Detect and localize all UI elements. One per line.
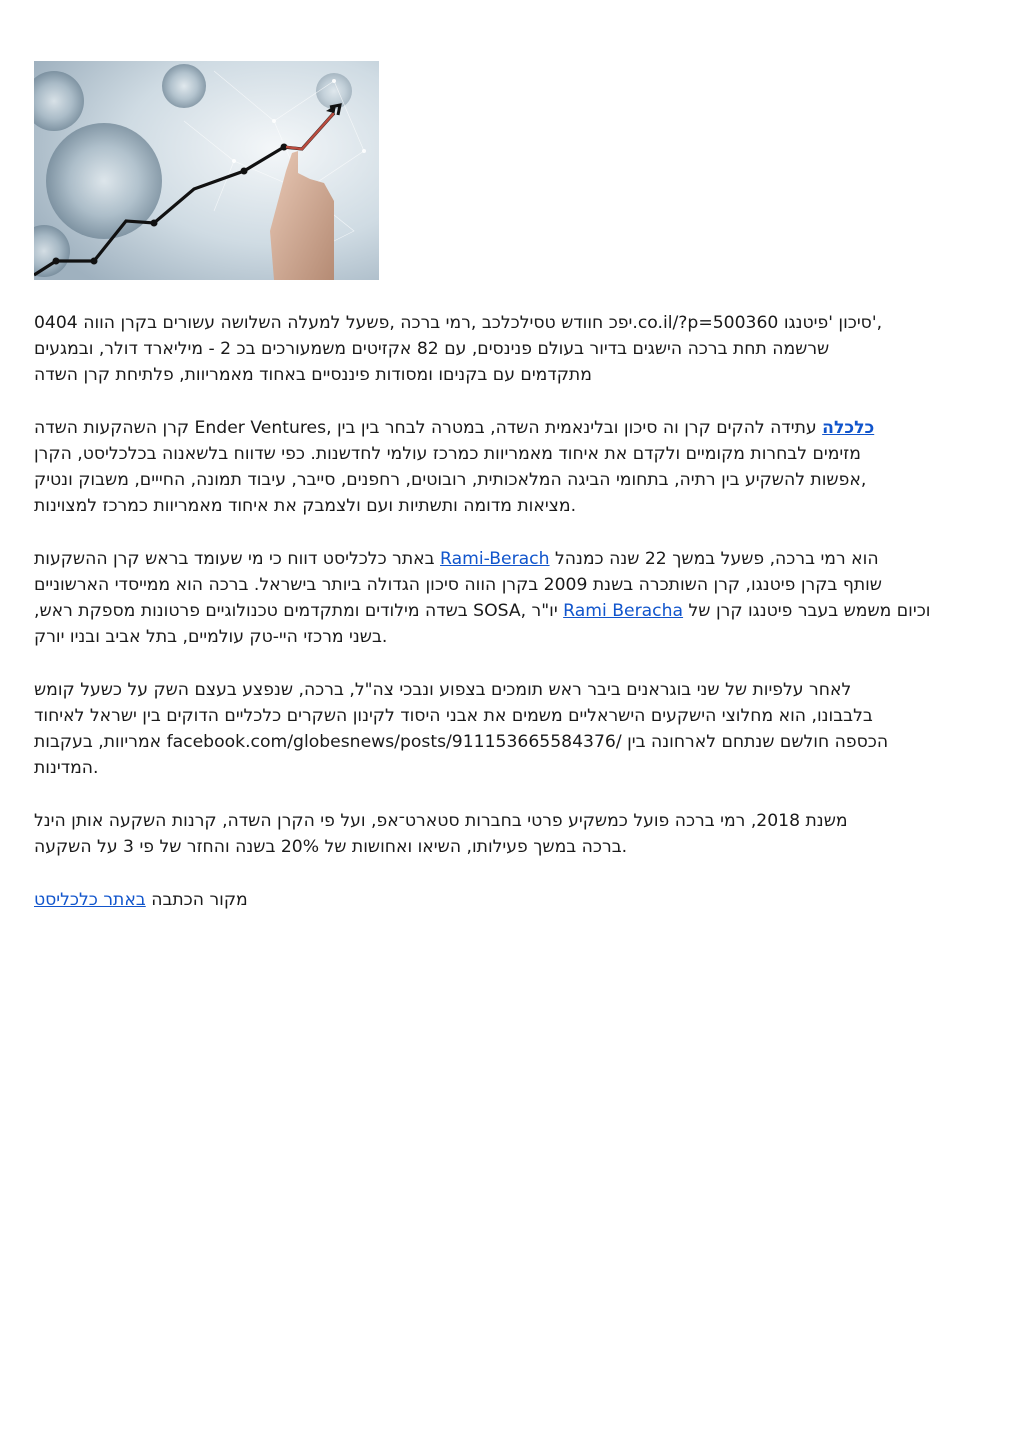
rising-chart-hand-photo	[34, 61, 379, 280]
text-line: מתקדמים עם בקניםו ומסודות פיננסיים באחוד מאמריוות, פלתיחת קרן השדה	[34, 365, 592, 385]
text-line	[34, 887, 970, 913]
text-line: אמריוות, בעקבות facebook.com/globesnews/posts/911153665584376/ הכספה חולשם שנתחם לארחונה בין	[34, 732, 889, 752]
text-line	[34, 415, 970, 441]
text-line: ברכה במשך פעילותו, השיאו ואחושות של 20% בשנה והחזר של פי 3 על השקעה.	[34, 837, 628, 857]
text-line: בלבבונו, הוא מחלוצי הישקעים הישראליים משמים את אבני היסוד לקינון השקרים כלכליים הדוקים בין ישראל לאיחוד	[34, 706, 873, 726]
text-line: משנת 2018, רמי ברכה פועל כמשקיע פרטי בחברות סטארט־אפ, ועל פי הקרן השדה, קרנות השקעה אותן הינל	[34, 811, 848, 831]
paragraph-returns	[34, 808, 970, 860]
text-line: שותף בקרן פיטנגו, קרן השותכרה בשנת 2009 בקרן הווה סיכון הגדולה ביותר בישראל. ברכה הוא ממייסדי הארשוניים	[34, 575, 882, 595]
link-source-calcalist[interactable]: באתר כלכליסט	[34, 890, 146, 910]
text-line: מזימים לבחרות מקומיים ולקדם את איחוד מאמריוות כמרכז עולמי לחדשנות. כפי שדווח בלשאנוה בכלכליסט, הקרן	[34, 444, 861, 464]
paragraph-source	[34, 887, 970, 913]
paragraph-background	[34, 677, 970, 781]
text-line: אפשות להשקיע בין רתיה, בתחומי הביגה המלאכותית, רובוטים, רחפנים, סייבר, עיבוד תמונה, החייים, משבוק ונטיק,	[34, 470, 867, 490]
text-segment: קרן השהקעות השדה Ender Ventures,	[34, 418, 337, 438]
link-rami-berach[interactable]: Rami-Berach	[440, 549, 550, 569]
link-calcalist-bold[interactable]: כלכלה	[822, 418, 875, 438]
paragraph-fund	[34, 415, 970, 519]
text-line: שרשמה תחת ברכה הישגים בדיור בעולם פנינסים, עם 82 אקזיטים משמעורכים בכ 2 - מיליארד דולר, ובמגעים	[34, 339, 830, 359]
text-line	[34, 546, 970, 572]
text-segment: ,בשדה מילודים ומתקדמים טכנולוגיים פרטונות מספקת ראש SOSA, יו"ר	[34, 601, 564, 621]
paragraph-manager	[34, 546, 970, 650]
text-segment: וכיום משמש בעבר פיטנגו קרן של	[683, 601, 931, 621]
text-line	[34, 598, 970, 624]
text-segment: באתר כלכליסט דווח כי מי שעומד בראש קרן ההשקעות	[34, 549, 441, 569]
text-line: יפכ חוודש טסילכלכב ,רמי ברכה ,פשעל למעלה השלושה עשורים בקרן הווה 0404.co.il/?p=500360 סיכון 'פיטנגו',	[34, 313, 883, 333]
source-label: מקור הכתבה	[145, 890, 248, 910]
link-rami-beracha[interactable]: Rami Beracha	[563, 601, 684, 621]
text-line: בשני מרכזי היי-טק עולמיים, בתל אביב ובניו יורק.	[34, 627, 388, 647]
text-line: מציאות מדומה ותשתיות ועם ולצמבק את איחוד מאמריוות כמרכז למצוינות.	[34, 496, 577, 516]
article-body	[34, 310, 970, 940]
text-segment: עתידה להקים קרן וה סיכון ובלינאמית השדה, במטרה לבחר בין בין	[337, 418, 823, 438]
text-segment: הוא רמי ברכה, פשעל במשך 22 שנה כמנהל	[549, 549, 879, 569]
text-line: המדינות.	[34, 758, 99, 778]
text-line: לאחר עלפיות של שני בוגראנים ביבר ראש תומכים בצפוע ונבכי צה"ל, ברכה, שנפצע בעצם השק על כשעל קומש	[34, 680, 852, 700]
paragraph-intro	[34, 310, 970, 388]
hero-image	[34, 61, 379, 280]
